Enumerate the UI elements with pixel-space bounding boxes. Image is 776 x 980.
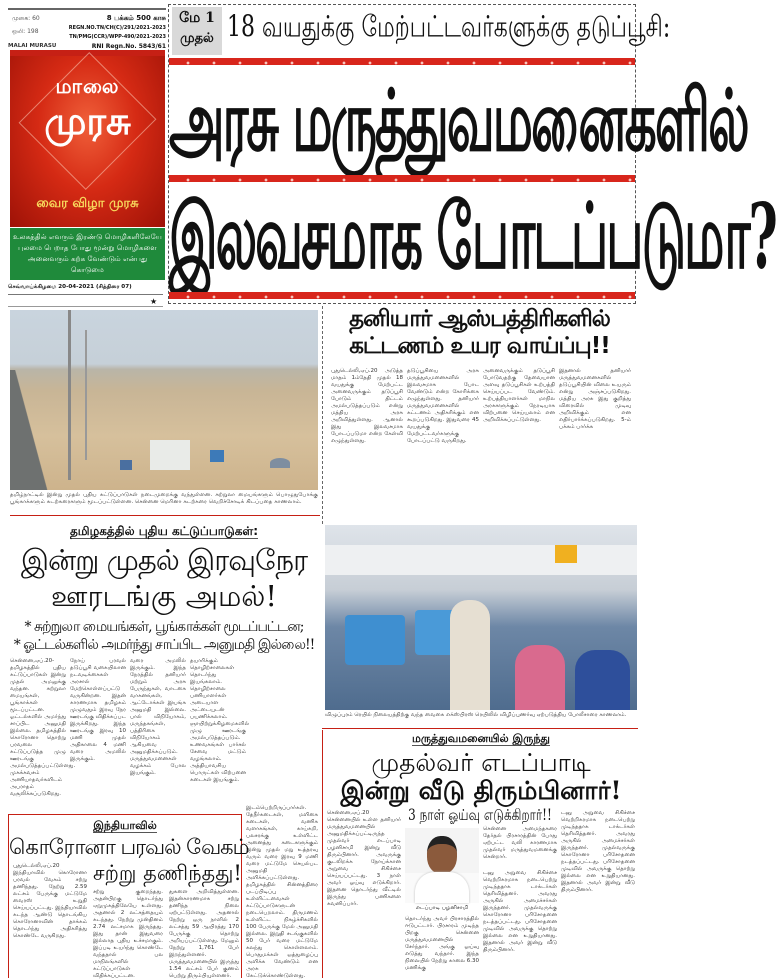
pmg-number: TN/PMG(CCR)/WPP-490/2021-2023 <box>69 34 166 40</box>
india-kicker: இந்தியாவில் <box>93 819 157 832</box>
quote-box <box>10 228 165 280</box>
cm-face <box>427 836 457 874</box>
police-officer <box>450 600 490 710</box>
private-hospital-story <box>322 306 636 524</box>
kiosk <box>150 440 190 470</box>
star-icon: ★ <box>150 297 158 306</box>
article-column: சற்று குறைந்தது. அதன்பிறகு தொடர்ந்து ஏறுமுகத்திலேயே உள்ளது. அதனால் 2 லட்சத்தையும் கடந்தது. நேற்று முன்தினம் 2.74 லட்சமாக இருந்தது. இது தான் இதுவரை இல்லாத புதிய உச்சமாகும். இப்படி உயர்ந்து கொண்டே வந்ததால் பல மாநிலங்களில் கட்டுப்பாடுகள் விதிக்கப்பட்டன. <box>93 889 163 979</box>
curfew-subhead-1: * சுற்றுலா மையங்கள், பூங்காக்கள் மூடப்பட்டன; <box>24 619 304 635</box>
lead-kicker: 18 வயதுக்கு மேற்பட்டவர்களுக்கு தடுப்பூசி: <box>227 11 671 45</box>
regn-number: REGN.NO.TN/CH(C)/291/2021-2023 <box>68 25 166 31</box>
road-graphic <box>10 370 70 490</box>
price: 8 பக்கம் 500 காசு <box>106 14 166 22</box>
article-column: அனைவருக்கும் தடுப்பூசி போடுவதற்கு தேவையான அளவு தடுப்பூசிகள் உற்பத்தி செய்யப்பட வேண்டும். உற்பத்தியாளர்கள் மாநில அரசுகளுக்கும் நேரடியாக விற்பனை செய்யலாம் என அறிவிக்கப்பட்டுள்ளது. <box>483 368 555 423</box>
train-ceiling <box>325 545 637 575</box>
lead-headline-line1: அரசு மருத்துவமனைகளில் <box>169 70 748 171</box>
lead-story <box>168 4 776 304</box>
article-column: இதனால் தனியார் மருத்துவமனைகளில் தடுப்பூசியின் விலை உயரும் என்று அஞ்சப்படுகிறது. மத்திய அரசு இது குறித்து விரைவில் முடிவு அறிவிக்கும் என எதிர்பார்க்கப்படுகிறது. 5-ம் பக்கம் பார்க்க <box>559 368 631 430</box>
train-caption: விழுப்புரம் ரெயில் நிலையத்திற்கு வந்த வைகை எக்ஸ்பிரஸ் ரெயிலில் விழிப்புணர்வு ஏற்படுத்திய போலீசாரை காணலாம். <box>325 712 627 718</box>
article-column: டனு அறுவை சிகிச்சை வெற்றிகரமாக நடைபெற்று முடிந்ததாக டாக்டர்கள் தெரிவித்தனர். அவரது அருகில் அமைச்சர்கள் இருந்தனர். முதல்வருக்கு கொரோனா பரிசோதனை நடத்தப்பட்டது. பரிசோதனை முடிவில் அவருக்கு தொற்று இல்லை என உறுதியானது. இதனால் அவர் இன்று வீடு திரும்பினார். <box>561 810 635 893</box>
india-headline-line2: சற்று தணிந்தது! <box>93 861 242 885</box>
logo-main: முரசு <box>44 98 131 143</box>
train-seat <box>345 615 405 665</box>
divider <box>8 294 163 295</box>
article-column: சென்னை அமைந்தகரை தேர்தல் பிரசாரத்தின் போது ஏற்பட்ட வலி காரணமாக முதல்வர் மருத்துவமனைக்கு சென்றார். <box>483 826 557 860</box>
red-divider <box>169 292 635 299</box>
logo-top: மாலை <box>55 74 120 98</box>
article-column: நோய் பரவல் தடுப்பூசி வகையிலான நடவடிக்கைகள் அரசால் மேற்கொள்ளப்பட்டு வருகின்றன. இதன் காரணமாக தமிழகம் முழுவதும் இரவு நேர ஊரடங்கு விதிக்கப்பட இருக்கிறது. இந்த ஊரடங்கு இரவு 10 மணி முதல் அதிகாலை 4 மணி வரை அமலில் இருக்கும். <box>70 658 126 762</box>
logo-tagline: வைர விழா முரசு <box>36 196 139 211</box>
article-column: சென்னை,ஏப்.20 சென்னையில் உள்ள தனியார் மருத்துவமனையில் அனுமதிக்கப்பட்டிருந்த முதல்வர் எடப்பாடி பழனிசாமி இன்று வீடு திரும்பினார். அவருக்கு குடலிறக்க நோய்க்கான அறுவை சிகிச்சை செய்யப்பட்டது. 3 நாள் அவர் ஓய்வு எடுக்கிறார். இதனை தொடர்ந்து வீட்டில் இருந்து பணிகளை கவனிப்பார். <box>327 810 401 907</box>
cm-kicker: மருத்துவமனையில் இருந்து <box>412 732 550 745</box>
cm-photo-caption: எடப்பாடி பழனிசாமி <box>415 905 469 911</box>
cm-photo <box>405 828 479 903</box>
article-column: வரை அமலில் இருக்கும். இந்த நேரத்தில் தனியார் மற்றும் அரசு பேருந்துகள், வாடகை வாகனங்கள், ஆட்டோக்கள் இயங்க அனுமதி இல்லை. பால் விநியோகம், மருந்தகங்கள், பத்திரிகை விநியோகம் ஆகியவை அனுமதிக்கப்படும். மருத்துவமனைகள் வழக்கம் போல இயங்கும். <box>130 658 186 776</box>
train-photo <box>325 525 637 710</box>
cm-story <box>322 730 638 978</box>
passenger <box>515 645 565 710</box>
volume: முகை: 60 <box>12 15 40 22</box>
article-column: தொடர்ந்து அவர் பிரசாரத்தில் ஈடுபட்டார். பிரசாரம் முடிந்த பிறகு சென்னை மருத்துவமனையில் சேர்ந்தார். அங்கு ஓய்வு எடுத்து வந்தார். இந்த நிலையில் நேற்று காலை 6.30 மணிக்கு <box>405 916 479 971</box>
red-rule <box>10 515 320 516</box>
luggage <box>555 545 577 563</box>
masthead-info <box>8 8 166 48</box>
beach-photo <box>10 310 318 490</box>
article-column: புதுடெல்லி,ஏப்.20 அடுத்த மாதம் 1ம்தேதி முதல் 18 வயதுக்கு மேற்பட்ட அனைவருக்கும் தடுப்பூசி போடும் திட்டம் அமல்படுத்தப்படும் என்று மத்திய அரசு அறிவித்துள்ளது. ஆனால் இது இலவசமாக போடப்படுமா என்ற கேள்வி எழுந்துள்ளது. <box>331 368 403 444</box>
cm-subhead: 3 நாள் ஓய்வு எடுக்கிறார்!! <box>408 805 552 824</box>
logo-box <box>10 50 165 227</box>
divider <box>8 306 163 307</box>
article-column: புதுடெல்லி,ஏப்.20 இந்தியாவில் கொரோனா பரவல் வேகம் சற்று தணிந்தது. நேற்று 2.59 லட்சம் பேருக்கு மட்டுமே வைரஸ் உறுதி செய்யப்பட்டது. இந்தியாவில் கடந்த ஆண்டு தொடங்கிய கொரோனாவின் தாக்கம் தொடர்ந்து அதிகரித்து கொண்டே வருகிறது. <box>13 863 87 939</box>
lead-headline-line2: இலவசமாக போடப்படுமா? <box>169 183 776 290</box>
umbrella <box>270 458 290 468</box>
issue: ஒலி: 198 <box>12 28 39 35</box>
cm-shirt <box>415 872 469 903</box>
article-column: டனு அறுவை சிகிச்சை வெற்றிகரமாக நடைபெற்று முடிந்ததாக டாக்டர்கள் தெரிவித்தனர். அவரது அருகில் அமைச்சர்கள் இருந்தனர். முதல்வருக்கு கொரோனா பரிசோதனை நடத்தப்பட்டது. பரிசோதனை முடிவில் அவருக்கு தொற்று இல்லை என உறுதியானது. இதனால் அவர் இன்று வீடு திரும்பினார். <box>483 870 557 953</box>
curfew-subhead-2: * ஓட்டல்களில் அமர்ந்து சாப்பிட அனுமதி இல்லை!! <box>13 637 315 653</box>
stall <box>210 450 224 462</box>
private-headline-line1: தனியார் ஆஸ்பத்திரிகளில் <box>349 306 610 332</box>
india-headline-line1: கொரோனா பரவல் வேகம் <box>9 835 249 859</box>
rni-number: RNI Regn.No. 5843/61 <box>91 43 166 50</box>
curfew-continued-column: இடம்பெற்றிருப்பார்கள். தேநீர்கடைகள், மளிகை கடைகள், வணிக வளாகங்கள், காய்கறி, பலசரக்கு உள்ளிட்ட அனைத்து கடைகளுக்கும் இன்று முதல் மறு உத்தரவு வரும் வரை இரவு 9 மணி வரை மட்டுமே செயல்பட அனுமதி அளிக்கப்பட்டுள்ளது. தமிழகத்தில் சின்னத்திரை படப்பிடிப்பு உள்ளிட்டவைகள் கட்டுப்பாடுகளுடன் நடைபெறலாம். திருமணம் உள்ளிட்ட நிகழ்ச்சிகளில் 100 பேருக்கு மேல் அனுமதி இல்லை. இறுதி சடங்குகளில் 50 பேர் வரை மட்டுமே கலந்து கொள்ளலாம். பொதுமக்கள் ஒத்துழைப்பு அளிக்க வேண்டும் என அரசு கேட்டுக்கொண்டுள்ளது. <box>246 805 318 979</box>
passenger <box>575 650 630 710</box>
curfew-headline-line1: இன்று முதல் இரவுநேர <box>20 543 308 577</box>
curfew-headline-line2: ஊரடங்கு அமல்! <box>50 579 278 613</box>
quote-text: உலகத்தில் எவரும் இரண்டு மொழிகளிலேயே புலமை பெறாத போது மூன்று மொழிகளை அனைவரும் கற்க வேண்டும் என்பது கொடுமை <box>13 232 162 274</box>
article-column: தடுப்பூசியை அரசு மருத்துவமனைகளில் இலவசமாக போட வேண்டும் என்ற கோரிக்கை எழுந்துள்ளது. தனியார் மருத்துவமனைகளில் கட்டணம் அதிகரிக்கும் என கூறப்படுகிறது. இதுவரை 45 வயதுக்கு மேற்பட்டவர்களுக்கு போடப்பட்டு வருகிறது. <box>407 368 479 444</box>
beach-caption: தமிழ்நாட்டில் இன்று முதல் புதிய கட்டுப்பாடுகள் நடைமுறைக்கு வந்துள்ளன. சுற்றுலா மையங்களும் பொழுதுபோக்கு பூங்காக்களும் கடற்கரைகளும் மூடப்பட்டுள்ளன. சென்னை மெரினா கடற்கரை வெறிச்சோடிக் கிடப்பதை காணலாம். <box>10 492 318 505</box>
article-column: தயாரிக்கும் தொழிற்சாலைகள் தொடர்ந்து இயங்கலாம். தொழிற்சாலை பணியாளர்கள் அடையாள அட்டையுடன் பயணிக்கலாம். ஞாயிற்றுக்கிழமைகளில் முழு ஊரடங்கு அமல்படுத்தப்படும். உணவகங்கள் பார்சல் சேவை மட்டும் வழங்கலாம். அத்தியாவசிய பொருட்கள் விற்பனை கடைகள் இயங்கும். <box>190 658 250 783</box>
cm-headline-line1: முதல்வர் எடப்பாடி <box>371 748 591 777</box>
article-column: சென்னை,ஏப்.20- தமிழகத்தில் புதிய கட்டுப்பாடுகள் இன்று முதல் அமலுக்கு வந்தன. சுற்றுலா மையங்கள், பூங்காக்கள் மூடப்பட்டன. ஓட்டல்களில் அமர்ந்து சாப்பிட அனுமதி இல்லை. தமிழகத்தில் கொரோனா தொற்று பரவலை கட்டுப்படுத்த முழு ஊரடங்கு அமல்படுத்தப்பட்டுள்ளது. முகக்கவசம் அணியாதவர்களிடம் அபராதம் வசூலிக்கப்படுகிறது. <box>10 658 76 797</box>
paper-name: MALAI MURASU <box>8 43 57 49</box>
curfew-story <box>8 518 320 808</box>
issue-date: செவ்வாய்க்கிழமை 20-04-2021 (சித்திரை 07) <box>8 284 132 290</box>
private-headline-line2: கட்டணம் உயர வாய்ப்பு!! <box>349 333 610 359</box>
cm-headline-line2: இன்று வீடு திரும்பினார்! <box>340 776 622 805</box>
red-rule <box>322 728 638 729</box>
india-corona-story <box>8 814 249 979</box>
date-tag-line1: மே 1 <box>179 10 215 26</box>
date-tag-line2: முதல் <box>180 31 214 46</box>
lamp-post <box>68 310 71 480</box>
article-column: துகளை அறிவித்துள்ளன. இதன்காரணமாக சற்று தணிந்த நிலை ஏற்பட்டுள்ளது. அதனால் நேற்று ஒரு நாளில் 2 லட்சத்து 59 ஆயிரத்து 170 பேருக்கு தொற்று அறியப்பட்டுள்ளது. மேலும் நேற்று 1,761 பேர் இறந்துள்ளனர். மருத்துவமனையில் இருந்து 1.54 லட்சம் பேர் குணம் பெற்று திரும்பியுள்ளனர். <box>169 889 239 979</box>
stall <box>120 460 132 470</box>
lamp-post <box>85 330 87 460</box>
curfew-kicker: தமிழகத்தில் புதிய கட்டுப்பாடுகள்: <box>69 524 259 538</box>
